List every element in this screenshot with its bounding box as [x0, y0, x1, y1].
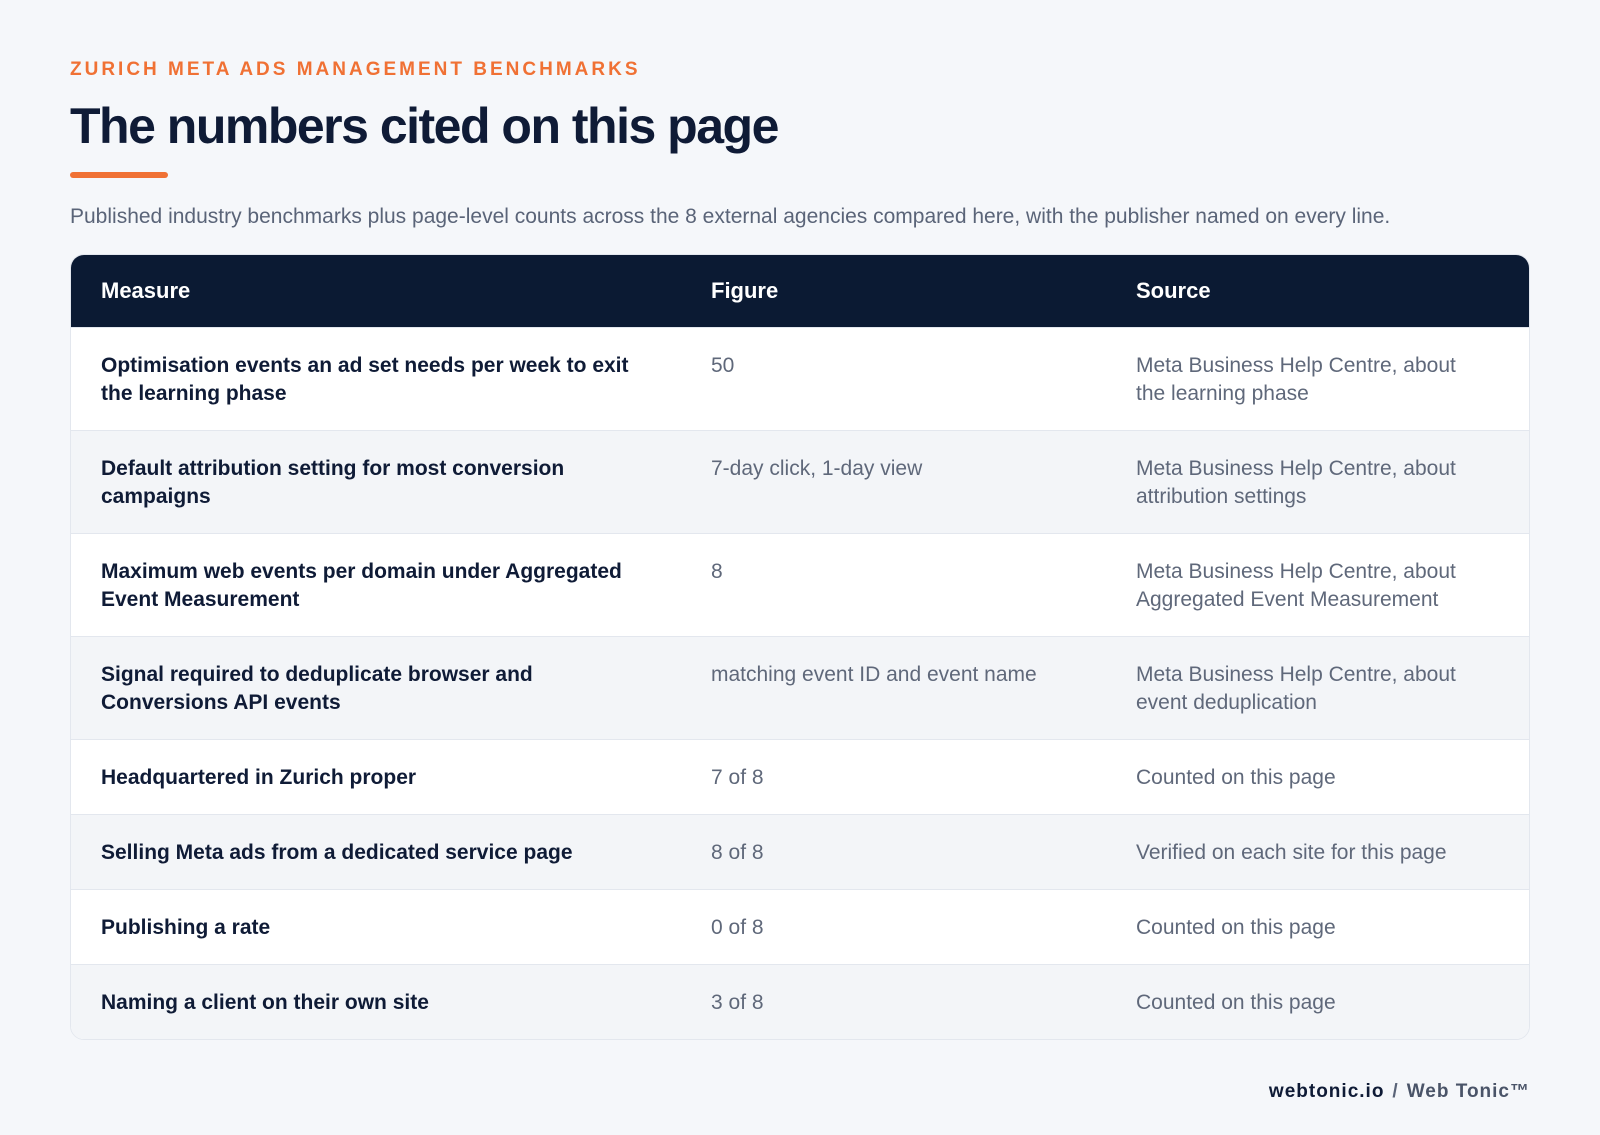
table-row [71, 430, 1530, 533]
column-header-measure: Measure [71, 255, 681, 327]
table-row [71, 814, 1530, 889]
page-subtitle: Published industry benchmarks plus page-level counts across the 8 external agencies compared here, with the publisher named on every line. [70, 205, 1391, 228]
measure-cell: Signal required to deduplicate browser and Conversions API events [71, 636, 681, 739]
source-cell: Counted on this page [1106, 889, 1530, 964]
measure-cell: Headquartered in Zurich proper [71, 739, 681, 814]
title-underline [70, 172, 168, 178]
page [70, 58, 1530, 1040]
figure-cell: 8 of 8 [681, 814, 1106, 889]
figure-cell: 50 [681, 327, 1106, 430]
measure-cell: Selling Meta ads from a dedicated service page [71, 814, 681, 889]
footer-brand: Web Tonic™ [1406, 1081, 1530, 1102]
page-title: The numbers cited on this page [70, 98, 778, 154]
table-row [71, 964, 1530, 1039]
source-cell: Meta Business Help Centre, about event deduplication [1106, 636, 1530, 739]
table-row [71, 327, 1530, 430]
column-header-figure: Figure [681, 255, 1106, 327]
table-header [71, 255, 1530, 327]
measure-cell: Default attribution setting for most conversion campaigns [71, 430, 681, 533]
table-row [71, 889, 1530, 964]
figure-cell: 0 of 8 [681, 889, 1106, 964]
benchmarks-table [71, 255, 1530, 1039]
table-row [71, 636, 1530, 739]
table-row [71, 533, 1530, 636]
benchmarks-table-card [70, 254, 1530, 1040]
figure-cell: 7 of 8 [681, 739, 1106, 814]
measure-cell: Naming a client on their own site [71, 964, 681, 1039]
figure-cell: 8 [681, 533, 1106, 636]
footer-domain: webtonic.io [1268, 1081, 1385, 1102]
table-header-row [71, 255, 1530, 327]
measure-cell: Optimisation events an ad set needs per week to exit the learning phase [71, 327, 681, 430]
source-cell: Counted on this page [1106, 964, 1530, 1039]
source-cell: Meta Business Help Centre, about attribution settings [1106, 430, 1530, 533]
source-cell: Counted on this page [1106, 739, 1530, 814]
footer-separator: / [1392, 1081, 1399, 1102]
column-header-source: Source [1106, 255, 1530, 327]
table-row [71, 739, 1530, 814]
measure-cell: Publishing a rate [71, 889, 681, 964]
figure-cell: 3 of 8 [681, 964, 1106, 1039]
figure-cell: 7-day click, 1-day view [681, 430, 1106, 533]
measure-cell: Maximum web events per domain under Aggregated Event Measurement [71, 533, 681, 636]
figure-cell: matching event ID and event name [681, 636, 1106, 739]
source-cell: Meta Business Help Centre, about Aggregated Event Measurement [1106, 533, 1530, 636]
source-cell: Meta Business Help Centre, about the learning phase [1106, 327, 1530, 430]
source-cell: Verified on each site for this page [1106, 814, 1530, 889]
table-body [71, 327, 1530, 1039]
footer-credit [1269, 1080, 1530, 1104]
eyebrow-label: ZURICH META ADS MANAGEMENT BENCHMARKS [70, 59, 641, 80]
